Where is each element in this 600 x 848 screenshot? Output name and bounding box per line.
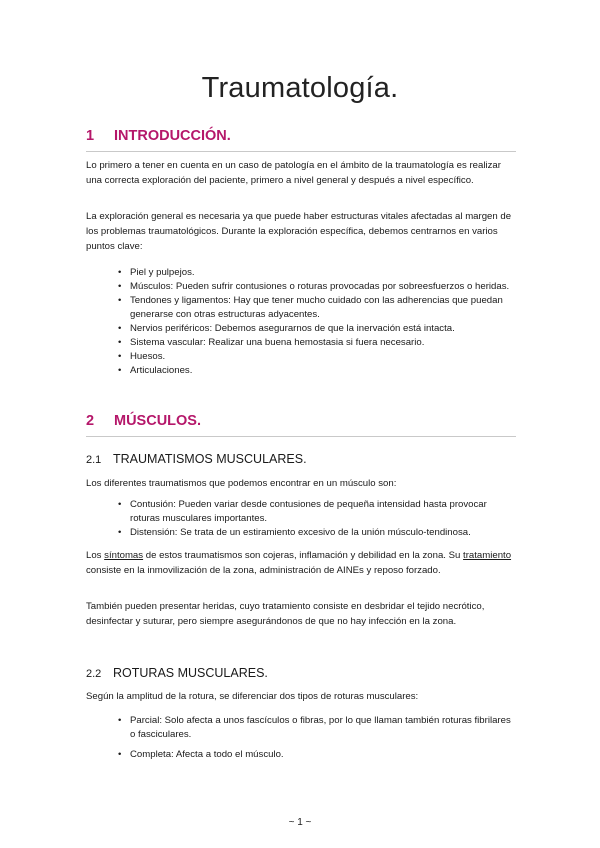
subsection-number: 2.2 <box>86 668 102 680</box>
section-heading-introduccion <box>86 128 516 152</box>
paragraph: Los diferentes traumatismos que podemos encontrar en un músculo son: <box>86 478 397 489</box>
text-run: consiste en la inmovilización de la zona, administración de AINEs y reposo forzado. <box>86 565 441 576</box>
list-item: • Articulaciones. <box>118 364 518 378</box>
list-item: • Huesos. <box>118 350 518 364</box>
text-run: Los <box>86 550 105 561</box>
section-number: 2 <box>86 413 95 429</box>
section-number: 1 <box>86 128 95 144</box>
page-number: ~ 1 ~ <box>288 817 312 828</box>
document-title: Traumatología. <box>201 72 399 104</box>
section-title: MÚSCULOS. <box>114 413 201 429</box>
subsection-heading-traumatismos <box>86 452 516 466</box>
section-title: INTRODUCCIÓN. <box>114 128 231 144</box>
subsection-title: ROTURAS MUSCULARES. <box>113 666 268 680</box>
subsection-title: TRAUMATISMOS MUSCULARES. <box>113 452 307 466</box>
paragraph: Según la amplitud de la rotura, se diferenciar dos tipos de roturas musculares: <box>86 691 419 702</box>
text-run: de estos traumatismos son cojeras, inflamación y debilidad en la zona. Su <box>143 550 464 561</box>
list-item: • Contusión: Pueden variar desde contusiones de pequeña intensidad hasta provocar roturas musculares importantes. <box>118 498 518 526</box>
list-item: • Piel y pulpejos. <box>118 266 518 280</box>
list-item: • Tendones y ligamentos: Hay que tener mucho cuidado con las adherencias que puedan generarse con otras estructuras adyacentes. <box>118 294 518 322</box>
paragraph: Lo primero a tener en cuenta en un caso de patología en el ámbito de la traumatología es realizar una correcta exploración del paciente, primero a nivel general y después a nivel específico. <box>86 160 501 186</box>
bullet-list <box>118 714 518 762</box>
paragraph: También pueden presentar heridas, cuyo tratamiento consiste en desbridar el tejido necrótico, desinfectar y suturar, pero siempre asegurándonos de que no hay infección en la zona. <box>86 601 485 627</box>
bullet-list <box>118 498 518 540</box>
underlined-term: síntomas <box>104 550 144 561</box>
list-item: • Completa: Afecta a todo el músculo. <box>118 748 518 762</box>
list-item: • Sistema vascular: Realizar una buena hemostasia si fuera necesario. <box>118 336 518 350</box>
list-item: • Músculos: Pueden sufrir contusiones o roturas provocadas por sobreesfuerzos o heridas. <box>118 280 518 294</box>
paragraph <box>86 548 518 578</box>
list-item: • Nervios periféricos: Debemos asegurarnos de que la inervación está intacta. <box>118 322 518 336</box>
subsection-number: 2.1 <box>86 454 102 466</box>
paragraph: La exploración general es necesaria ya que puede haber estructuras vitales afectadas al margen de los problemas traumatológicos. Durante la exploración específica, debemos centrarnos en varios puntos clave: <box>86 211 512 252</box>
list-item: • Parcial: Solo afecta a unos fascículos o fibras, por lo que llaman también roturas fibrilares o fasciculares. <box>118 714 518 742</box>
section-heading-musculos <box>86 413 516 437</box>
bullet-list <box>118 266 518 378</box>
underlined-term: tratamiento <box>463 550 512 561</box>
subsection-heading-roturas <box>86 666 516 680</box>
list-item: • Distensión: Se trata de un estiramiento excesivo de la unión músculo-tendinosa. <box>118 526 518 540</box>
